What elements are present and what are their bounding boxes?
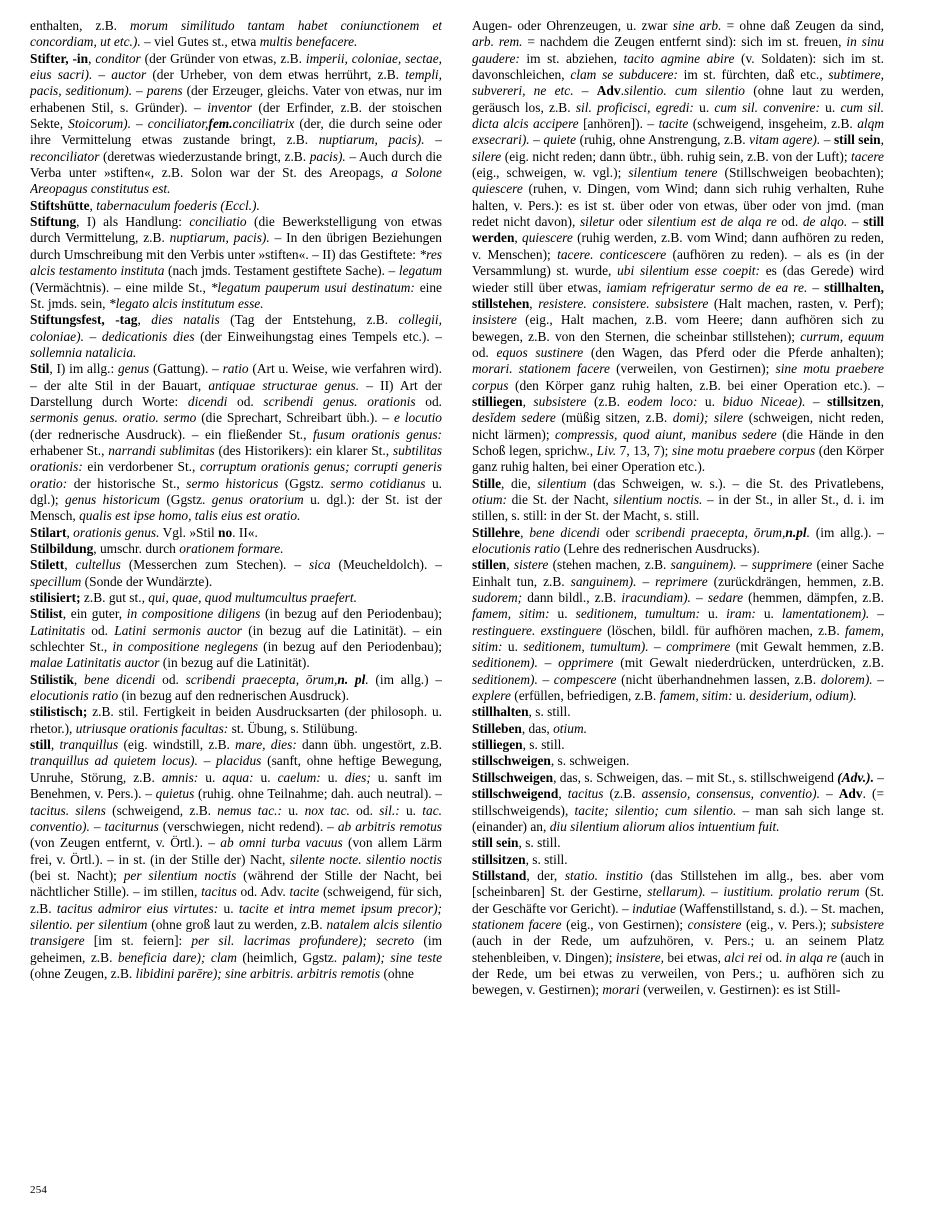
dictionary-entry: Stillehre, bene dicendi oder scribendi praecepta, ōrum,n.pl. (im allg.). – elocutionis ratio (Lehre des rednerischen Ausdrucks).	[472, 524, 884, 556]
text-column-right	[472, 18, 884, 999]
dictionary-entry: stillsitzen, s. still.	[472, 851, 568, 867]
entry-continuation: Augen- oder Ohrenzeugen, u. zwar sine arb. = ohne daß Zeugen da sind, arb. rem. = nachdem die Zeugen entfernt sind): sich im st. freuen, in sinu gaudere: im st. abziehen, tacito agmine abire (v. Soldaten): sich im st. davonschleichen, clam se subducere: im st. fürchten, daß etc., subtimere, subvereri, ne etc. – Adv.silentio. cum silentio (ohne laut zu werden, geräusch los, z.B. sil. proficisci, egredi: u. cum sil. convenire: u. cum sil. dicta alcis accipere [anhören]). – tacite (schweigend, insgeheim, z.B. alqm exsecrari). – quiete (ruhig, ohne Anstrengung, z.B. vitam agere). – still sein, silere (eig. nicht reden; dann übtr., übh. ruhig sein, z.B. von der Luft); tacere (eig., schweigen, w. vgl.); silentium tenere (Stillschweigen beobachten); quiescere (ruhen, v. Dingen, vom Wind; dann sich ruhig verhalten, Ruhe halten, v. Pers.): es ist st. über oder von etwas, über oder von jmd. (man redet nicht davon), siletur oder silentium est de alqa re od. de alqo. – still werden, quiescere (ruhig werden, z.B. vom Wind; dann aufhören zu reden, v. Menschen); tacere. conticescere (aufhören zu reden). – als es (in der Versammlung) st. wurde, ubi silentium esse coepit: es (das Gerede) wird wieder still über etwas, iamiam refrigeratur sermo de ea re. – stillhalten, stillstehen, resistere. consistere. subsistere (Halt machen, rasten, v. Perf); insistere (eig., Halt machen, z.B. vom Heere; dann aufhören sich zu bewegen, z.B. von den Sternen, die scheinbar stillstehen); currum, equum od. equos sustinere (den Wagen, das Pferd oder die Pferde anhalten); morari. stationem facere (verweilen, von Gestirnen); sine motu praebere corpus (den Körper ganz ruhig halten, z.B. bei einer Operation etc.). – stilliegen, subsistere (z.B. eodem loco: u. biduo Niceae). – stillsitzen, desĭdem sedere (müßig sitzen, z.B. domi); silere (schweigen, nicht reden, nicht lärmen); compressis, quod aiunt, manibus sedere (die Hände in den Schoß legen, sprichw., Liv. 7, 13, 7); sine motu praebere corpus (den Körper ganz ruhig halten, bei einer Operation etc.).	[472, 18, 884, 475]
dictionary-entry: still sein, s. still.	[472, 835, 561, 851]
dictionary-entry: Stiftungsfest, -tag, dies natalis (Tag der Entstehung, z.B. collegii, coloniae). – dedicationis dies (der Einweihungstag eines Tempels etc.). – sollemnia natalicia.	[30, 312, 442, 360]
dictionary-entry: stilistisch; z.B. stil. Fertigkeit in beiden Ausdrucksarten (der philosoph. u. rhetor.), utriusque orationis facultas: st. Übung, s. Stilübung.	[30, 704, 442, 736]
dictionary-entry: Stilistik, bene dicendi od. scribendi praecepta, ōrum,n. pl. (im allg.) – elocutionis ratio (in bezug auf den rednerischen Ausdruck).	[30, 671, 442, 704]
dictionary-entry: Stilleben, das, otium.	[472, 720, 587, 736]
dictionary-entry: stillschweigen, s. schweigen.	[472, 753, 630, 769]
dictionary-entry: stilisiert; z.B. gut st., qui, quae, quod multumcultus praefert.	[30, 590, 357, 606]
dictionary-entry: Stifter, -in, conditor (der Gründer von etwas, z.B. imperii, coloniae, sectae, eius sacri). – auctor (der Urheber, von dem etwas herrührt, z.B. templi, pacis, seditionum). – parens (der Erzeuger, gleichs. Vater von etwas, nur im erhabenen Stil, s. Gründer). – inventor (der Erfinder, z.B. der stoischen Sekte, Stoicorum). – conciliator,fem.conciliatrix (der, die durch seine oder ihre Vermittelung etwas zustande bringt, z.B. nuptiarum, pacis). – reconciliator (deretwas wiederzustande bringt, z.B. pacis). – Auch durch die Verba unter »stiften«, z.B. Solon war der St. des Areopags, a Solone Areopagus constitutus est.	[30, 50, 442, 197]
dictionary-entry: Stilart, orationis genus. Vgl. »Stil no. II«.	[30, 524, 258, 540]
dictionary-entry: still, tranquillus (eig. windstill, z.B. mare, dies: dann übh. ungestört, z.B. tranquillus ad quietem locus). – placidus (sanft, ohne heftige Bewegung, Unruhe, Störung, z.B. amnis: u. aqua: u. caelum: u. dies; u. sanft im Benehmen, v. Pers.). – quietus (ruhig. ohne Teilnahme; dah. auch neutral). – tacitus. silens (schweigend, z.B. nemus tac.: u. nox tac. od. sil.: u. tac. conventio). – taciturnus (verschwiegen, nicht redend). – ab arbitris remotus (von Zeugen entfernt, v. Örtl.). – ab omni turba vacuus (von allem Lärm frei, v. Örtl.). – in st. (in der Stille der) Nacht, silente nocte. silentio noctis (bei st. Nacht); per silentium noctis (während der Stille der Nacht, bei nächtlicher Stille). – im stillen, tacitus od. Adv. tacite (schweigend, für sich, z.B. tacitus admiror eius virtutes: u. tacite et intra memet ipsum precor); silentio. per silentium (ohne groß laut zu werden, z.B. natalem alcis silentio transigere [im st. feiern]: per sil. lacrimas profundere); secreto (im geheimen, z.B. beneficia dare); clam (heimlich, Ggstz. palam); sine teste (ohne Zeugen, z.B. libidini parēre); sine arbitris. arbitris remotis (ohne	[30, 737, 442, 981]
page-columns	[30, 18, 905, 1140]
page-number: 254	[30, 1184, 48, 1196]
text-column-left	[30, 18, 442, 982]
dictionary-entry: Stillschweigen, das, s. Schweigen, das. – mit St., s. stillschweigend (Adv.). – stillschweigend, tacitus (z.B. assensio, consensus, conventio). – Adv. (= stillschweigends), tacite; silentio; cum silentio. – man sah sich lange st. (einander) an, diu silentium aliorum alios intuentium fuit.	[472, 769, 884, 834]
dictionary-entry: Stillstand, der, statio. institio (das Stillstehen im allg., bes. aber vom [scheinbaren] St. der Gestirne, stellarum). – iustitium. prolatio rerum (St. der Geschäfte vor Gericht). – indutiae (Waffenstillstand, s. d.). – St. machen, stationem facere (eig., von Gestirnen); consistere (eig., v. Pers.); subsistere (auch in der Rede, um aufzuhören, v. Pers.; u. an seinem Platz stehenbleiben, v. Dingen); insistere, bei etwas, alci rei od. in alqa re (auch in der Rede, um bei etwas zu verweilen, von Pers.; u. aufhören sich zu bewegen, v. Gestirnen); morari (verweilen, v. Gestirnen): es ist Still-	[472, 867, 884, 998]
dictionary-entry: Stilist, ein guter, in compositione diligens (in bezug auf den Periodenbau); Latinitatis od. Latini sermonis auctor (in bezug auf die Latinität). – ein schlechter St., in compositione neglegens (in bezug auf den Periodenbau); malae Latinitatis auctor (in bezug auf die Latinität).	[30, 606, 442, 671]
dictionary-entry: stillhalten, s. still.	[472, 704, 571, 720]
dictionary-entry: Stiftung, I) als Handlung: conciliatio (die Bewerkstelligung von etwas durch Vermittelung, z.B. nuptiarum, pacis). – In den übrigen Beziehungen durch Umschreibung mit den Verbis unter »stiften«. – II) das Gestiftete: *res alcis testamento instituta (nach jmds. Testament gestiftete Sache). – legatum (Vermächtnis). – eine milde St., *legatum pauperum usui destinatum: eine St. jmds. sein, *legato alcis institutum esse.	[30, 214, 442, 311]
dictionary-entry: Stilett, cultellus (Messerchen zum Stechen). – sica (Meucheldolch). – specillum (Sonde der Wundärzte).	[30, 557, 442, 589]
dictionary-entry: stilliegen, s. still.	[472, 737, 565, 753]
entry-continuation: enthalten, z.B. morum similitudo tantam habet coniunctionem et concordiam, ut etc.). – viel Gutes st., etwa multis benefacere.	[30, 18, 442, 50]
dictionary-entry: stillen, sistere (stehen machen, z.B. sanguinem). – supprimere (einer Sache Einhalt tun, z.B. sanguinem). – reprimere (zurückdrängen, hemmen, z.B. sudorem; dann bildl., z.B. iracundiam). – sedare (hemmen, dämpfen, z.B. famem, sitim: u. seditionem, tumultum: u. iram: u. lamentationem). – restinguere. exstinguere (löschen, bildl. für aufhören machen, z.B. famem, sitim: u. seditionem, tumultum). – comprimere (mit Gewalt hemmen, z.B. seditionem). – opprimere (mit Gewalt niederdrücken, unterdrücken, z.B. seditionem). – compescere (nicht überhandnehmen lassen, z.B. dolorem). – explere (erfüllen, befriedigen, z.B. famem, sitim: u. desiderium, odium).	[472, 557, 884, 704]
dictionary-entry: Stille, die, silentium (das Schweigen, w. s.). – die St. des Privatlebens, otium: die St. der Nacht, silentium noctis. – in der St., in aller St., d. i. im stillen, s. still: in der St. der Macht, s. still.	[472, 475, 884, 524]
dictionary-entry: Stilbildung, umschr. durch orationem formare.	[30, 541, 284, 556]
dictionary-entry: Stiftshütte, tabernaculum foederis (Eccl.).	[30, 197, 260, 213]
dictionary-entry: Stil, I) im allg.: genus (Gattung). – ratio (Art u. Weise, wie verfahren wird). – der alte Stil in der Bauart, antiquae structurae genus. – II) Art der Darstellung durch Worte: dicendi od. scribendi genus. orationis od. sermonis genus. oratio. sermo (die Sprechart, Schreibart übh.). – e locutio (der rednerische Ausdruck). – ein fließender St., fusum orationis genus: erhabener St., narrandi sublimitas (des Historikers): ein klarer St., subtilitas orationis: ein verdorbener St., corruptum orationis genus; corrupti generis oratio: der historische St., sermo historicus (Ggstz. sermo cotidianus u. dgl.); genus historicum (Ggstz. genus oratorium u. dgl.): der St. ist der Mensch, qualis est ipse homo, talis eius est oratio.	[30, 361, 442, 524]
